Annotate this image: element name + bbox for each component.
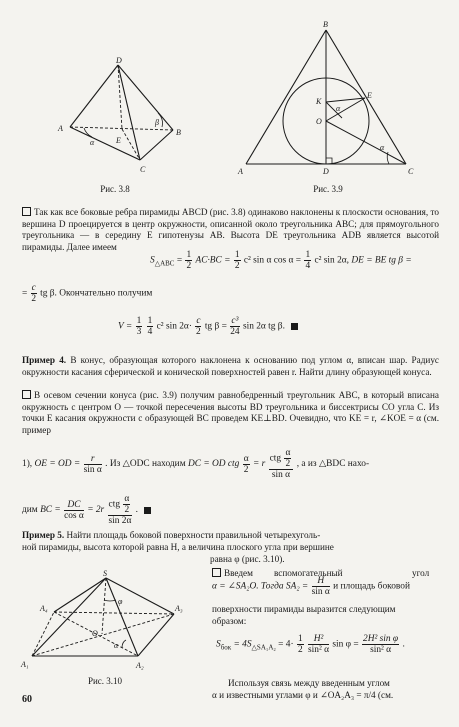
qed-mark-2 (144, 507, 151, 514)
fig39-label-e: E (367, 91, 372, 100)
right-col-line-2: α = ∠SA₂O. Тогда SA₂ = $\frac{H}{\text{sin α}}$ и площадь боковой (212, 576, 410, 597)
proof-paragraph-1 (22, 207, 439, 253)
right-col-last-2: α и известными углами φ и ∠OA₂A₃ = π/4 (см. (212, 690, 394, 700)
equation-lateral-area: $S_{бок} = 4S_{\triangle SA_1A_2} = 4\cdot$ $\frac{1}{2}$ $\frac{\text{H²}}{\text{sin² α}}$ sin φ = $\frac{\text{2H² sin φ}}{\text{sin² α}}$ . (216, 634, 405, 655)
example-4-text: В конус, образующая которого наклонена к основанию под углом α, вписан шар. Радиус окружности касания сферической и конической поверхностей равен r. Найти длину образующей конуса. (22, 355, 440, 377)
fig39-label-alpha-c: α (380, 143, 385, 152)
fig310-label-alpha: α (114, 641, 119, 650)
example-5-line-1: Пример 5. Найти площадь боковой поверхности правильной четырехуголь- (22, 530, 321, 540)
fig38-label-beta: β (155, 118, 159, 127)
example-5-line-3: равна φ (рис. 3.10). (210, 554, 285, 564)
right-col-line-3: поверхности пирамиды выразится следующим (212, 604, 396, 614)
fig310-label-a4: A₄ (40, 604, 48, 613)
fig310-label-a2: A₂ (136, 661, 144, 670)
equation-area: $S_{\triangle ABC}$ = $\frac{1}{2}$ AC·BC = $\frac{1}{2}$ c² sin α cos α = $\frac{1}{4}$ c² sin 2α, DE = BE tg β = (150, 250, 412, 271)
proof-box-icon (22, 207, 31, 216)
fig39-label-d: D (323, 167, 329, 176)
equation-volume: V = $\frac{1}{3}$ $\frac{1}{4}$ c² sin 2α· $\frac{c}{2}$ tg β = $\frac{\text{c³}}{24}$ sin 2α tg β. (118, 316, 298, 337)
equation-de: = $\frac{c}{2}$ tg β. Окончательно получим (22, 283, 153, 304)
fig38-label-b: B (176, 128, 181, 137)
fig310-label-phi: φ (118, 597, 123, 606)
paragraph-2-text: В осевом сечении конуса (рис. 3.9) получим равнобедренный треугольник ABC, в который вписана окружность с центром O — точкой пересечения высоты BD треугольника и биссектрисы CO угла C. Из точки E касания окружности с образующей BC проведем KE⊥BD. Очевидно, что KE = r, ∠KOE = α (см. пример (22, 390, 439, 435)
fig310-caption: Рис. 3.10 (87, 676, 123, 686)
fig38-label-alpha: α (90, 138, 95, 147)
fig310-label-o: O (92, 629, 98, 638)
right-col-line-4: образом: (212, 616, 247, 626)
fig38-label-d: D (116, 56, 122, 65)
example-4-label: Пример 4. (22, 355, 67, 365)
fig39-label-c: C (408, 167, 414, 176)
fig310-label-s: S (103, 569, 107, 578)
fig39-label-alpha: α (336, 104, 341, 113)
figure-3-9 (228, 18, 428, 188)
fig310-label-a1: A₁ (21, 660, 29, 669)
example-5-line-2: ной пирамиды, высота которой равна H, а величина плоского угла при вершине (22, 542, 334, 552)
right-col-intro: Введем вспомогательный угол (212, 568, 438, 578)
figure-3-10 (18, 568, 186, 673)
right-col-last-1: Используя связь между введенным углом (228, 678, 390, 688)
fig310-label-a3: A₃ (175, 604, 183, 613)
qed-mark (291, 323, 298, 330)
page-number: 60 (22, 694, 32, 705)
equation-oe-dc: 1), OE = OD = $\frac{r}{\text{sin α}}$ . Из △ODC находим DC = OD ctg $\frac{\alpha}{2}$ = r ctg $\frac{\alpha}{2}$ sin α , а из △BDC нахо- (22, 448, 370, 480)
fig39-label-k: K (316, 97, 322, 106)
fig39-caption: Рис. 3.9 (313, 184, 343, 194)
solution-box-icon (22, 390, 31, 399)
example-5-label: Пример 5. (22, 530, 65, 540)
fig38-caption: Рис. 3.8 (100, 184, 130, 194)
fig39-label-o: O (316, 117, 322, 126)
example-4 (22, 355, 439, 378)
equation-bc: дим BC = $\frac{DC}{\text{cos α}}$ = 2r ctg $\frac{\alpha}{2}$ sin 2α . (22, 494, 151, 526)
paragraph-1-text: Так как все боковые ребра пирамиды ABCD (рис. 3.8) одинаково наклонены к плоскости основания, то вершина D проецируется в центр окружности, описанной около треугольника ABC; для прямоугольного треугольника — в середину E гипотенузы AB. Высота DE треугольника ADB является высотой пирамиды. Далее имеем (22, 207, 439, 252)
fig38-label-a: A (58, 124, 63, 133)
fig39-label-a: A (238, 167, 243, 176)
figure-3-8 (40, 55, 190, 190)
fig38-label-c: C (140, 165, 146, 174)
solution-paragraph-2 (22, 390, 439, 436)
fig38-label-e: E (116, 136, 121, 145)
fig39-label-b: B (323, 20, 328, 29)
